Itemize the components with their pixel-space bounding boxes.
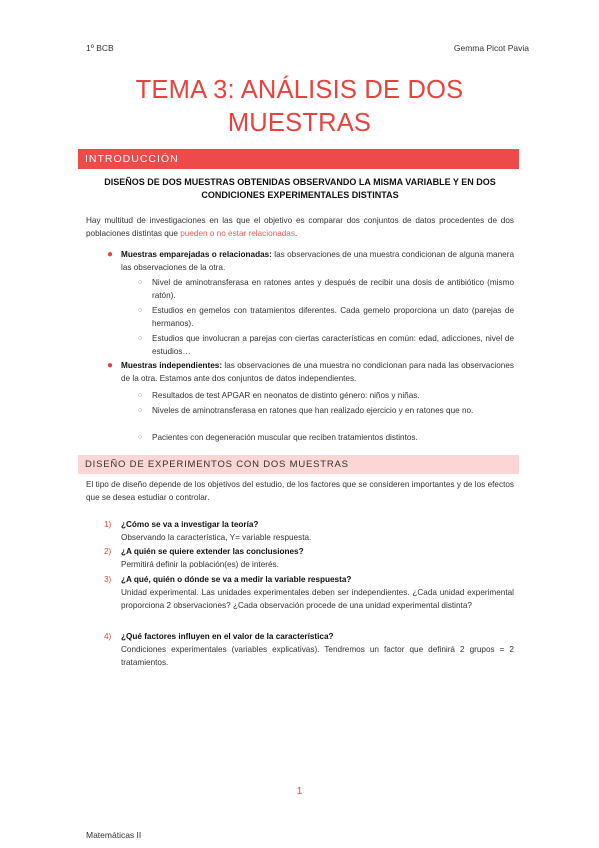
list-item-text: Estudios en gemelos con tratamientos diferentes. Cada gemelo proporciona un dato (parejas de hermanos).: [152, 306, 514, 328]
question-item: [104, 545, 514, 571]
list-item: [138, 404, 514, 417]
list-item-text: Resultados de test APGAR en neonatos de distinto género: niños y niñas.: [152, 391, 420, 400]
bullet-label: Muestras emparejadas o relacionadas:: [121, 250, 272, 259]
list-item-text: Estudios que involucran a parejas con ciertas características en común: edad, adicciones, nivel de estudios…: [152, 334, 514, 356]
intro-highlight: pueden o no estar relacionadas: [180, 229, 295, 238]
header-author: Gemma Picot Pavia: [453, 43, 529, 53]
list-item-text: Nivel de aminotransferasa en ratones antes y después de recibir una dosis de antibiótico (mismo ratón).: [152, 278, 514, 300]
bullet-muestras-independientes: [107, 359, 514, 385]
list-item: [138, 276, 514, 302]
circle-bullet-icon: ○: [138, 407, 143, 414]
bullet-text: las observaciones de una muestra condicionan de alguna manera las observaciones de la otra.: [121, 250, 514, 272]
question-number: 2): [104, 547, 112, 556]
list-item: [138, 431, 514, 444]
question-text: ¿Cómo se va a investigar la teoría?: [121, 520, 259, 529]
bullet-muestras-emparejadas: [107, 248, 514, 274]
circle-bullet-icon: ○: [138, 307, 143, 314]
list-item: [138, 389, 514, 402]
list-item-text: Pacientes con degeneración muscular que reciben tratamientos distintos.: [152, 433, 418, 442]
question-text: ¿A qué, quién o dónde se va a medir la variable respuesta?: [121, 575, 352, 584]
section2-paragraph: El tipo de diseño depende de los objetivos del estudio, de los factores que se consideren importantes y de los efectos que se desea estudiar o controlar.: [86, 480, 514, 502]
section-subtitle: DISEÑOS DE DOS MUESTRAS OBTENIDAS OBSERVANDO LA MISMA VARIABLE Y EN DOS CONDICIONES EXPERIMENTALES DISTINTAS: [104, 177, 496, 200]
bullet-dot-icon: ●: [107, 249, 114, 260]
question-answer: Unidad experimental. Las unidades experimentales deben ser independientes. ¿Cada unidad experimental proporciona 2 observaciones? ¿Cada observación procede de una unidad experimental distinta?: [121, 588, 514, 610]
bullet-dot-icon: ●: [107, 360, 114, 371]
question-answer: Permitirá definir la población(es) de interés.: [121, 560, 279, 569]
question-number: 4): [104, 632, 112, 641]
circle-bullet-icon: ○: [138, 434, 143, 441]
list-item: [138, 304, 514, 330]
circle-bullet-icon: ○: [138, 335, 143, 342]
section-heading-diseno: DISEÑO DE EXPERIMENTOS CON DOS MUESTRAS: [78, 455, 519, 474]
title-line-1: TEMA 3: ANÁLISIS DE DOS: [135, 76, 464, 104]
question-item: [104, 518, 514, 544]
list-item: [138, 332, 514, 358]
intro-end: .: [294, 229, 298, 238]
question-text: ¿A quién se quiere extender las conclusiones?: [121, 547, 304, 556]
circle-bullet-icon: ○: [138, 279, 143, 286]
page-title: [0, 74, 599, 140]
question-answer: Observando la característica, Y= variable respuesta.: [121, 533, 312, 542]
question-number: 3): [104, 575, 112, 584]
circle-bullet-icon: ○: [138, 392, 143, 399]
question-item: [104, 630, 514, 669]
list-item-text: Niveles de aminotransferasa en ratones que han realizado ejercicio y en ratones que no.: [152, 406, 474, 415]
section-heading-introduccion: INTRODUCCIÓN: [78, 149, 519, 169]
intro-paragraph: [86, 214, 514, 240]
question-answer: Condiciones experimentales (variables explicativas). Tendremos un factor que definirá 2 grupos = 2 tratamientos.: [121, 645, 514, 667]
question-number: 1): [104, 520, 112, 529]
header-course: 1º BCB: [86, 43, 114, 53]
question-text: ¿Qué factores influyen en el valor de la característica?: [121, 632, 334, 641]
bullet-text: las observaciones de una muestra no condicionan para nada las observaciones de la otra. Estamos ante dos conjuntos de datos independientes.: [121, 361, 514, 383]
footer-subject: Matemáticas II: [86, 830, 142, 840]
intro-text: Hay multitud de investigaciones en las que el objetivo es comparar dos conjuntos de datos procedentes de dos poblaciones distintas que: [86, 216, 514, 238]
bullet-label: Muestras independientes:: [121, 361, 223, 370]
question-item: [104, 573, 514, 612]
page-number: 1: [296, 786, 303, 797]
title-line-2: MUESTRAS: [227, 109, 372, 137]
